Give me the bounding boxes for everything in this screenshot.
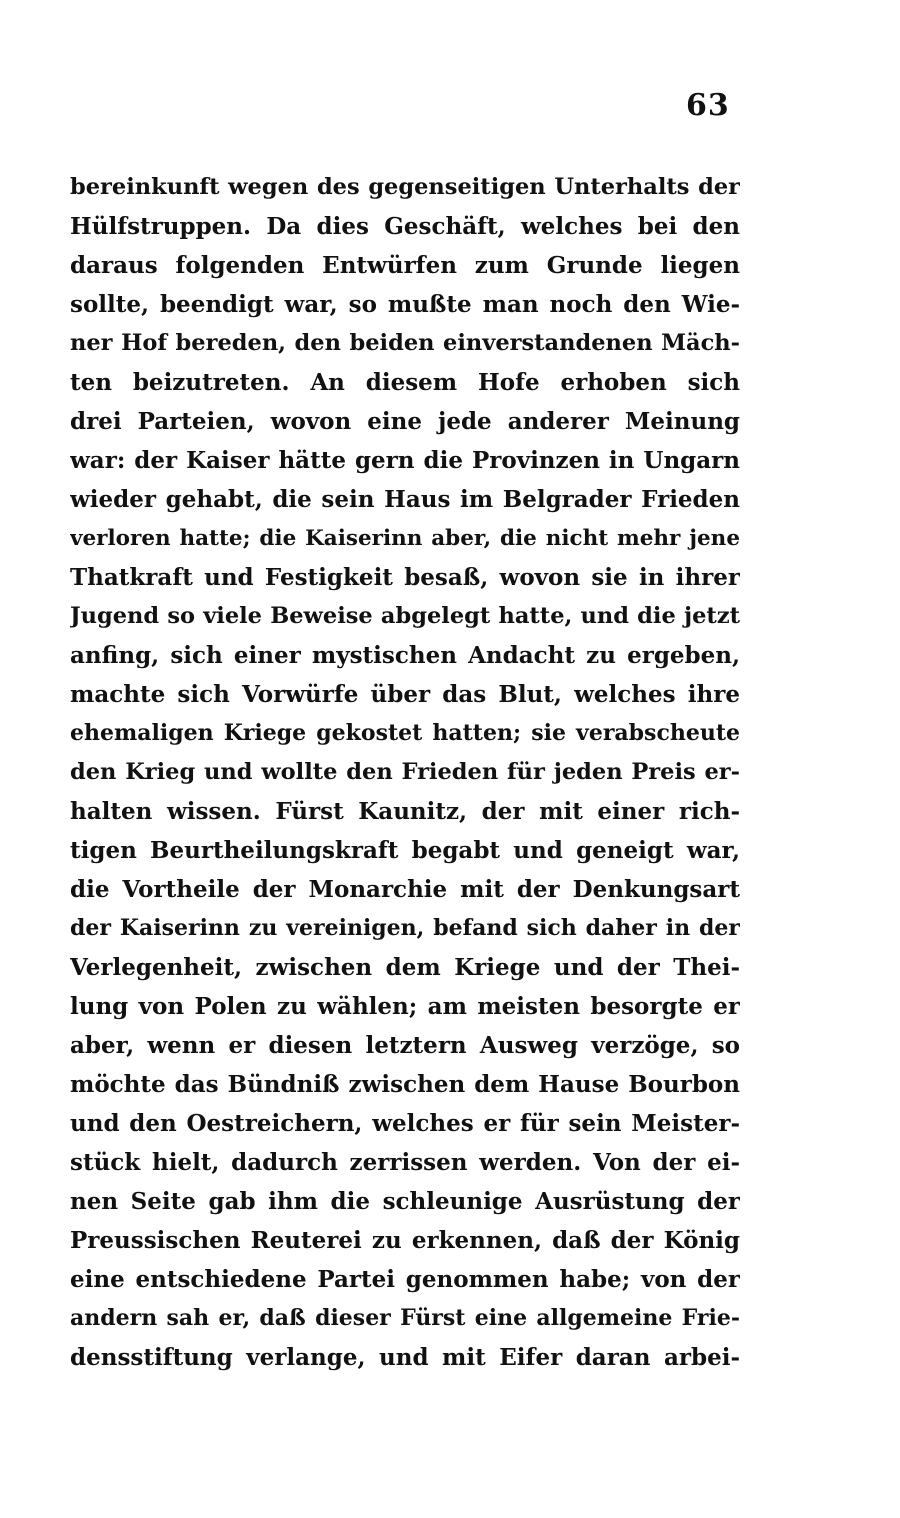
text-line: eine entschiedene Partei genommen habe; von der: [70, 1266, 740, 1293]
text-line: tigen Beurtheilungskraft begabt und geneigt war,: [70, 837, 740, 864]
text-line: ehemaligen Kriege gekostet hatten; sie verabscheute: [70, 720, 740, 746]
text-line: machte sich Vorwürfe über das Blut, welches ihre: [70, 681, 740, 708]
text-line: war: der Kaiser hätte gern die Provinzen in Ungarn: [70, 447, 740, 474]
text-line: der Kaiserinn zu vereinigen, befand sich daher in der: [70, 915, 740, 941]
text-line: nen Seite gab ihm die schleunige Ausrüstung der: [70, 1188, 740, 1215]
text-line: ten beizutreten. An diesem Hofe erhoben sich: [70, 369, 740, 396]
page-number: 63: [686, 88, 730, 123]
text-line: den Krieg und wollte den Frieden für jeden Preis er-: [70, 759, 740, 785]
text-line: die Vortheile der Monarchie mit der Denkungsart: [70, 876, 740, 903]
text-line: anfing, sich einer mystischen Andacht zu ergeben,: [70, 642, 740, 669]
body-text: [70, 168, 740, 1377]
text-line: daraus folgenden Entwürfen zum Grunde liegen: [70, 252, 740, 279]
text-line: verloren hatte; die Kaiserinn aber, die nicht mehr jene: [70, 526, 740, 551]
text-line: Preussischen Reuterei zu erkennen, daß der König: [70, 1227, 740, 1254]
text-line: densstiftung verlange, und mit Eifer daran arbei-: [70, 1344, 740, 1371]
text-line: möchte das Bündniß zwischen dem Hause Bourbon: [70, 1071, 740, 1098]
text-line: ner Hof bereden, den beiden einverstandenen Mäch-: [70, 330, 740, 356]
text-line: Hülfstruppen. Da dies Geschäft, welches bei den: [70, 213, 740, 240]
text-line: sollte, beendigt war, so mußte man noch den Wie-: [70, 291, 740, 318]
text-line: halten wissen. Fürst Kaunitz, der mit einer rich-: [70, 798, 740, 825]
text-line: und den Oestreichern, welches er für sein Meister-: [70, 1110, 740, 1137]
text-line: drei Parteien, wovon eine jede anderer Meinung: [70, 408, 740, 435]
text-line: bereinkunft wegen des gegenseitigen Unterhalts der: [70, 174, 740, 200]
text-line: stück hielt, dadurch zerrissen werden. Von der ei-: [70, 1149, 740, 1176]
text-line: andern sah er, daß dieser Fürst eine allgemeine Frie-: [70, 1305, 740, 1331]
text-line: wieder gehabt, die sein Haus im Belgrader Frieden: [70, 486, 740, 513]
text-line: Thatkraft und Festigkeit besaß, wovon sie in ihrer: [70, 564, 740, 591]
text-line: Verlegenheit, zwischen dem Kriege und der Thei-: [70, 954, 740, 981]
text-line: Jugend so viele Beweise abgelegt hatte, und die jetzt: [70, 603, 740, 629]
text-line: lung von Polen zu wählen; am meisten besorgte er: [70, 993, 740, 1020]
text-line: aber, wenn er diesen letztern Ausweg verzöge, so: [70, 1032, 740, 1059]
